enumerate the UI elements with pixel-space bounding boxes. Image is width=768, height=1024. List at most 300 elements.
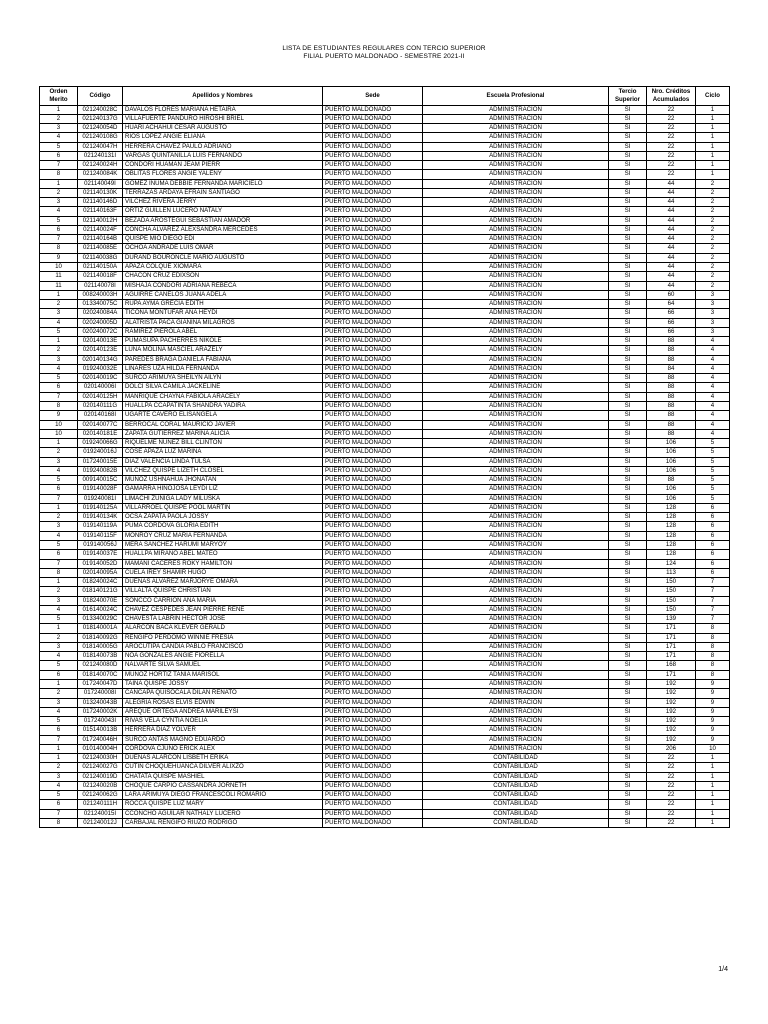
tercio-cell: SI xyxy=(609,661,647,670)
nombre-cell: MANRIQUE CHAYÑA FABIOLA ARACELY xyxy=(123,392,323,401)
codigo-cell: 019140037E xyxy=(78,550,123,559)
ciclo-cell: 5 xyxy=(696,448,730,457)
codigo-cell: 019240016J xyxy=(78,448,123,457)
sede-cell: PUERTO MALDONADO xyxy=(323,161,423,170)
tercio-cell: SI xyxy=(609,364,647,373)
orden-cell: 10 xyxy=(40,263,78,272)
orden-cell: 11 xyxy=(40,272,78,281)
codigo-cell: 019140028F xyxy=(78,485,123,494)
escuela-cell: ADMINISTRACION xyxy=(423,735,609,744)
escuela-cell: ADMINISTRACION xyxy=(423,429,609,438)
tercio-cell: SI xyxy=(609,448,647,457)
escuela-cell: ADMINISTRACION xyxy=(423,707,609,716)
ciclo-cell: 2 xyxy=(696,207,730,216)
ciclo-cell: 5 xyxy=(696,485,730,494)
table-row xyxy=(40,781,730,790)
nombre-cell: QUISPE MIO DIEGO EDI xyxy=(123,235,323,244)
header-creditos: Nro. Créditos Acumulados xyxy=(647,87,696,106)
nombre-cell: CHOQUE CARPIO CASSANDRA JORNETH xyxy=(123,781,323,790)
escuela-cell: ADMINISTRACION xyxy=(423,522,609,531)
codigo-cell: 017240047D xyxy=(78,679,123,688)
orden-cell: 1 xyxy=(40,337,78,346)
codigo-cell: 018240024C xyxy=(78,578,123,587)
ciclo-cell: 7 xyxy=(696,605,730,614)
escuela-cell: ADMINISTRACION xyxy=(423,457,609,466)
nombre-cell: BERROCAL CORAL MAURICIO JAVIER xyxy=(123,420,323,429)
sede-cell: PUERTO MALDONADO xyxy=(323,503,423,512)
table-row xyxy=(40,485,730,494)
nombre-cell: MUÑOZ USHÑAHUA JHONATAN xyxy=(123,476,323,485)
ciclo-cell: 7 xyxy=(696,596,730,605)
sede-cell: PUERTO MALDONADO xyxy=(323,235,423,244)
tercio-cell: SI xyxy=(609,503,647,512)
sede-cell: PUERTO MALDONADO xyxy=(323,225,423,234)
table-row xyxy=(40,624,730,633)
tercio-cell: SI xyxy=(609,114,647,123)
sede-cell: PUERTO MALDONADO xyxy=(323,327,423,336)
tercio-cell: SI xyxy=(609,550,647,559)
table-row xyxy=(40,272,730,281)
sede-cell: PUERTO MALDONADO xyxy=(323,170,423,179)
table-row xyxy=(40,133,730,142)
orden-cell: 4 xyxy=(40,781,78,790)
orden-cell: 8 xyxy=(40,244,78,253)
tercio-cell: SI xyxy=(609,281,647,290)
creditos-cell: 128 xyxy=(647,531,696,540)
creditos-cell: 44 xyxy=(647,244,696,253)
tercio-cell: SI xyxy=(609,420,647,429)
sede-cell: PUERTO MALDONADO xyxy=(323,188,423,197)
creditos-cell: 171 xyxy=(647,642,696,651)
escuela-cell: ADMINISTRACION xyxy=(423,717,609,726)
nombre-cell: VILLALTA QUISPE CHRISTIAN xyxy=(123,587,323,596)
ciclo-cell: 4 xyxy=(696,383,730,392)
table-row xyxy=(40,689,730,698)
escuela-cell: ADMINISTRACION xyxy=(423,364,609,373)
table-row xyxy=(40,587,730,596)
escuela-cell: ADMINISTRACION xyxy=(423,615,609,624)
escuela-cell: ADMINISTRACION xyxy=(423,263,609,272)
tercio-cell: SI xyxy=(609,327,647,336)
tercio-cell: SI xyxy=(609,605,647,614)
escuela-cell: ADMINISTRACION xyxy=(423,494,609,503)
orden-cell: 6 xyxy=(40,550,78,559)
tercio-cell: SI xyxy=(609,522,647,531)
table-row xyxy=(40,661,730,670)
codigo-cell: 016140024C xyxy=(78,605,123,614)
creditos-cell: 171 xyxy=(647,652,696,661)
orden-cell: 2 xyxy=(40,763,78,772)
sede-cell: PUERTO MALDONADO xyxy=(323,383,423,392)
table-row xyxy=(40,179,730,188)
creditos-cell: 128 xyxy=(647,513,696,522)
codigo-cell: 018240070E xyxy=(78,596,123,605)
creditos-cell: 88 xyxy=(647,402,696,411)
tercio-cell: SI xyxy=(609,337,647,346)
ciclo-cell: 3 xyxy=(696,309,730,318)
sede-cell: PUERTO MALDONADO xyxy=(323,559,423,568)
nombre-cell: CCONCHO AGUILAR NATHALY LUCERO xyxy=(123,809,323,818)
codigo-cell: 020240005D xyxy=(78,318,123,327)
codigo-cell: 015140013B xyxy=(78,726,123,735)
nombre-cell: MISHAJA CONDORI ADRIANA REBECA xyxy=(123,281,323,290)
creditos-cell: 88 xyxy=(647,476,696,485)
ciclo-cell: 1 xyxy=(696,818,730,827)
tercio-cell: SI xyxy=(609,781,647,790)
nombre-cell: ORTIZ GUILLEN LUCERO NATALY xyxy=(123,207,323,216)
orden-cell: 9 xyxy=(40,253,78,262)
tercio-cell: SI xyxy=(609,679,647,688)
orden-cell: 1 xyxy=(40,105,78,114)
tercio-cell: SI xyxy=(609,179,647,188)
creditos-cell: 113 xyxy=(647,568,696,577)
nombre-cell: MONROY CRUZ MARIA FERNANDA xyxy=(123,531,323,540)
codigo-cell: 021240015I xyxy=(78,809,123,818)
ciclo-cell: 4 xyxy=(696,364,730,373)
codigo-cell: 021240047H xyxy=(78,142,123,151)
nombre-cell: ZAPATA GUTIERREZ MARINA ALICIA xyxy=(123,429,323,438)
table-row xyxy=(40,744,730,753)
sede-cell: PUERTO MALDONADO xyxy=(323,633,423,642)
codigo-cell: 021240019D xyxy=(78,772,123,781)
nombre-cell: UGARTE CAVERO ELISANGELA xyxy=(123,411,323,420)
orden-cell: 5 xyxy=(40,476,78,485)
creditos-cell: 206 xyxy=(647,744,696,753)
creditos-cell: 150 xyxy=(647,578,696,587)
ciclo-cell: 1 xyxy=(696,800,730,809)
ciclo-cell: 4 xyxy=(696,402,730,411)
escuela-cell: ADMINISTRACION xyxy=(423,318,609,327)
ciclo-cell: 2 xyxy=(696,235,730,244)
creditos-cell: 88 xyxy=(647,374,696,383)
creditos-cell: 44 xyxy=(647,272,696,281)
orden-cell: 4 xyxy=(40,364,78,373)
nombre-cell: AROCUTIPA CANDIA PABLO FRANCISCO xyxy=(123,642,323,651)
creditos-cell: 171 xyxy=(647,633,696,642)
escuela-cell: ADMINISTRACION xyxy=(423,170,609,179)
escuela-cell: ADMINISTRACION xyxy=(423,198,609,207)
orden-cell: 2 xyxy=(40,633,78,642)
ciclo-cell: 7 xyxy=(696,578,730,587)
nombre-cell: PUMA CORDOVA GLORIA EDITH xyxy=(123,522,323,531)
sede-cell: PUERTO MALDONADO xyxy=(323,179,423,188)
codigo-cell: 018140005G xyxy=(78,642,123,651)
nombre-cell: TERRAZAS ARDAYA EFRAIN SANTIAGO xyxy=(123,188,323,197)
orden-cell: 8 xyxy=(40,568,78,577)
ciclo-cell: 5 xyxy=(696,439,730,448)
table-row xyxy=(40,513,730,522)
nombre-cell: MAMANI CACERES ROKY HAMILTON xyxy=(123,559,323,568)
creditos-cell: 139 xyxy=(647,615,696,624)
tercio-cell: SI xyxy=(609,485,647,494)
tercio-cell: SI xyxy=(609,791,647,800)
table-row xyxy=(40,596,730,605)
sede-cell: PUERTO MALDONADO xyxy=(323,791,423,800)
creditos-cell: 66 xyxy=(647,327,696,336)
codigo-cell: 018140001A xyxy=(78,624,123,633)
table-row xyxy=(40,717,730,726)
escuela-cell: ADMINISTRACION xyxy=(423,142,609,151)
nombre-cell: VILLARROEL QUISPE POOL MARTIN xyxy=(123,503,323,512)
sede-cell: PUERTO MALDONADO xyxy=(323,466,423,475)
table-row xyxy=(40,105,730,114)
codigo-cell: 019140119A xyxy=(78,522,123,531)
escuela-cell: ADMINISTRACION xyxy=(423,503,609,512)
orden-cell: 8 xyxy=(40,818,78,827)
table-row xyxy=(40,300,730,309)
tercio-cell: SI xyxy=(609,772,647,781)
tercio-cell: SI xyxy=(609,568,647,577)
creditos-cell: 60 xyxy=(647,290,696,299)
nombre-cell: VILCHEZ RIVERA JERRY xyxy=(123,198,323,207)
codigo-cell: 021240030H xyxy=(78,754,123,763)
escuela-cell: ADMINISTRACION xyxy=(423,124,609,133)
sede-cell: PUERTO MALDONADO xyxy=(323,550,423,559)
table-row xyxy=(40,207,730,216)
table-row xyxy=(40,281,730,290)
orden-cell: 1 xyxy=(40,744,78,753)
sede-cell: PUERTO MALDONADO xyxy=(323,290,423,299)
tercio-cell: SI xyxy=(609,652,647,661)
codigo-cell: 020140111G xyxy=(78,402,123,411)
escuela-cell: ADMINISTRACION xyxy=(423,596,609,605)
ciclo-cell: 9 xyxy=(696,726,730,735)
creditos-cell: 88 xyxy=(647,355,696,364)
sede-cell: PUERTO MALDONADO xyxy=(323,420,423,429)
sede-cell: PUERTO MALDONADO xyxy=(323,216,423,225)
codigo-cell: 020140125H xyxy=(78,392,123,401)
sede-cell: PUERTO MALDONADO xyxy=(323,124,423,133)
creditos-cell: 44 xyxy=(647,225,696,234)
ciclo-cell: 2 xyxy=(696,188,730,197)
table-row xyxy=(40,763,730,772)
codigo-cell: 020240084A xyxy=(78,309,123,318)
sede-cell: PUERTO MALDONADO xyxy=(323,540,423,549)
sede-cell: PUERTO MALDONADO xyxy=(323,800,423,809)
tercio-cell: SI xyxy=(609,225,647,234)
orden-cell: 1 xyxy=(40,578,78,587)
table-row xyxy=(40,605,730,614)
tercio-cell: SI xyxy=(609,531,647,540)
orden-cell: 2 xyxy=(40,689,78,698)
codigo-cell: 020240072C xyxy=(78,327,123,336)
nombre-cell: CHACON CRUZ EDIXSON xyxy=(123,272,323,281)
ciclo-cell: 1 xyxy=(696,763,730,772)
escuela-cell: ADMINISTRACION xyxy=(423,513,609,522)
creditos-cell: 106 xyxy=(647,448,696,457)
escuela-cell: ADMINISTRACION xyxy=(423,105,609,114)
nombre-cell: CUTIN CHOQUEHUANCA DILVER ALIXZO xyxy=(123,763,323,772)
orden-cell: 4 xyxy=(40,605,78,614)
nombre-cell: CUELA IREY SHAMIR HUGO xyxy=(123,568,323,577)
sede-cell: PUERTO MALDONADO xyxy=(323,513,423,522)
sede-cell: PUERTO MALDONADO xyxy=(323,392,423,401)
creditos-cell: 171 xyxy=(647,624,696,633)
codigo-cell: 021140150A xyxy=(78,263,123,272)
ciclo-cell: 6 xyxy=(696,522,730,531)
document-title: LISTA DE ESTUDIANTES REGULARES CON TERCIO SUPERIOR xyxy=(282,45,486,52)
table-row xyxy=(40,494,730,503)
tercio-cell: SI xyxy=(609,439,647,448)
creditos-cell: 22 xyxy=(647,754,696,763)
creditos-cell: 22 xyxy=(647,170,696,179)
table-row xyxy=(40,411,730,420)
codigo-cell: 021240028C xyxy=(78,105,123,114)
ciclo-cell: 8 xyxy=(696,652,730,661)
orden-cell: 5 xyxy=(40,374,78,383)
orden-cell: 5 xyxy=(40,615,78,624)
orden-cell: 8 xyxy=(40,402,78,411)
nombre-cell: DAVALOS FLORES MARIANA HETAIRA xyxy=(123,105,323,114)
escuela-cell: CONTABILIDAD xyxy=(423,754,609,763)
tercio-cell: SI xyxy=(609,142,647,151)
table-row xyxy=(40,439,730,448)
nombre-cell: OCHOA ANDRADE LUIS OMAR xyxy=(123,244,323,253)
escuela-cell: CONTABILIDAD xyxy=(423,800,609,809)
creditos-cell: 22 xyxy=(647,818,696,827)
codigo-cell: 009140015C xyxy=(78,476,123,485)
ciclo-cell: 1 xyxy=(696,791,730,800)
creditos-cell: 44 xyxy=(647,198,696,207)
tercio-cell: SI xyxy=(609,744,647,753)
tercio-cell: SI xyxy=(609,457,647,466)
ciclo-cell: 8 xyxy=(696,624,730,633)
creditos-cell: 84 xyxy=(647,364,696,373)
escuela-cell: ADMINISTRACION xyxy=(423,679,609,688)
sede-cell: PUERTO MALDONADO xyxy=(323,318,423,327)
orden-cell: 7 xyxy=(40,494,78,503)
codigo-cell: 021240012J xyxy=(78,818,123,827)
table-row xyxy=(40,568,730,577)
sede-cell: PUERTO MALDONADO xyxy=(323,754,423,763)
creditos-cell: 22 xyxy=(647,809,696,818)
codigo-cell: 021140146D xyxy=(78,198,123,207)
tercio-cell: SI xyxy=(609,253,647,262)
table-row xyxy=(40,754,730,763)
table-row xyxy=(40,124,730,133)
ciclo-cell: 1 xyxy=(696,781,730,790)
creditos-cell: 66 xyxy=(647,318,696,327)
orden-cell: 5 xyxy=(40,717,78,726)
ciclo-cell: 4 xyxy=(696,420,730,429)
nombre-cell: LINARES UZA HILDA FERNANDA xyxy=(123,364,323,373)
tercio-cell: SI xyxy=(609,818,647,827)
escuela-cell: ADMINISTRACION xyxy=(423,151,609,160)
table-row xyxy=(40,633,730,642)
nombre-cell: PAREDES BRAGA DANIELA FABIANA xyxy=(123,355,323,364)
orden-cell: 6 xyxy=(40,225,78,234)
creditos-cell: 88 xyxy=(647,383,696,392)
sede-cell: PUERTO MALDONADO xyxy=(323,531,423,540)
table-row xyxy=(40,652,730,661)
sede-cell: PUERTO MALDONADO xyxy=(323,587,423,596)
table-row xyxy=(40,772,730,781)
tercio-cell: SI xyxy=(609,207,647,216)
sede-cell: PUERTO MALDONADO xyxy=(323,355,423,364)
escuela-cell: ADMINISTRACION xyxy=(423,383,609,392)
codigo-cell: 021240062G xyxy=(78,791,123,800)
nombre-cell: CORDOVA CJUNO ERICK ALEX xyxy=(123,744,323,753)
escuela-cell: ADMINISTRACION xyxy=(423,550,609,559)
table-row xyxy=(40,337,730,346)
sede-cell: PUERTO MALDONADO xyxy=(323,661,423,670)
tercio-cell: SI xyxy=(609,244,647,253)
creditos-cell: 106 xyxy=(647,466,696,475)
sede-cell: PUERTO MALDONADO xyxy=(323,198,423,207)
escuela-cell: ADMINISTRACION xyxy=(423,253,609,262)
orden-cell: 6 xyxy=(40,726,78,735)
codigo-cell: 020140095A xyxy=(78,568,123,577)
escuela-cell: ADMINISTRACION xyxy=(423,337,609,346)
ciclo-cell: 9 xyxy=(696,707,730,716)
ciclo-cell: 8 xyxy=(696,670,730,679)
creditos-cell: 128 xyxy=(647,503,696,512)
sede-cell: PUERTO MALDONADO xyxy=(323,457,423,466)
escuela-cell: ADMINISTRACION xyxy=(423,633,609,642)
orden-cell: 5 xyxy=(40,661,78,670)
creditos-cell: 88 xyxy=(647,420,696,429)
table-row xyxy=(40,374,730,383)
header-tercio: Tercio Superior xyxy=(609,87,647,106)
tercio-cell: SI xyxy=(609,726,647,735)
codigo-cell: 019140056J xyxy=(78,540,123,549)
ciclo-cell: 2 xyxy=(696,253,730,262)
sede-cell: PUERTO MALDONADO xyxy=(323,615,423,624)
codigo-cell: 017240008I xyxy=(78,689,123,698)
creditos-cell: 192 xyxy=(647,735,696,744)
codigo-cell: 008240003H xyxy=(78,290,123,299)
creditos-cell: 22 xyxy=(647,781,696,790)
codigo-cell: 021140085E xyxy=(78,244,123,253)
tercio-cell: SI xyxy=(609,411,647,420)
table-row xyxy=(40,198,730,207)
codigo-cell: 020140134G xyxy=(78,355,123,364)
codigo-cell: 021140130K xyxy=(78,188,123,197)
sede-cell: PUERTO MALDONADO xyxy=(323,698,423,707)
header-escuela: Escuela Profesional xyxy=(423,87,609,106)
escuela-cell: ADMINISTRACION xyxy=(423,476,609,485)
creditos-cell: 44 xyxy=(647,263,696,272)
codigo-cell: 019240066G xyxy=(78,439,123,448)
tercio-cell: SI xyxy=(609,170,647,179)
tercio-cell: SI xyxy=(609,318,647,327)
orden-cell: 1 xyxy=(40,754,78,763)
creditos-cell: 22 xyxy=(647,105,696,114)
tercio-cell: SI xyxy=(609,698,647,707)
tercio-cell: SI xyxy=(609,300,647,309)
nombre-cell: OCSA ZAPATA PAOLA JOSSY xyxy=(123,513,323,522)
table-row xyxy=(40,318,730,327)
tercio-cell: SI xyxy=(609,198,647,207)
orden-cell: 3 xyxy=(40,124,78,133)
orden-cell: 11 xyxy=(40,281,78,290)
ciclo-cell: 4 xyxy=(696,429,730,438)
nombre-cell: DOLCI SILVA CAMILA JACKELINE xyxy=(123,383,323,392)
codigo-cell: 021140078I xyxy=(78,281,123,290)
escuela-cell: ADMINISTRACION xyxy=(423,188,609,197)
codigo-cell: 021240111H xyxy=(78,800,123,809)
tercio-cell: SI xyxy=(609,216,647,225)
creditos-cell: 106 xyxy=(647,494,696,503)
ciclo-cell: 2 xyxy=(696,281,730,290)
ciclo-cell: 9 xyxy=(696,689,730,698)
document-subtitle: FILIAL PUERTO MALDONADO - SEMESTRE 2021-II xyxy=(303,53,465,60)
nombre-cell: ALEGRIA ROSAS ELVIS EDWIN xyxy=(123,698,323,707)
nombre-cell: CONCHA ALVAREZ ALEXSANDRA MERCEDES xyxy=(123,225,323,234)
orden-cell: 8 xyxy=(40,170,78,179)
creditos-cell: 64 xyxy=(647,300,696,309)
escuela-cell: ADMINISTRACION xyxy=(423,244,609,253)
